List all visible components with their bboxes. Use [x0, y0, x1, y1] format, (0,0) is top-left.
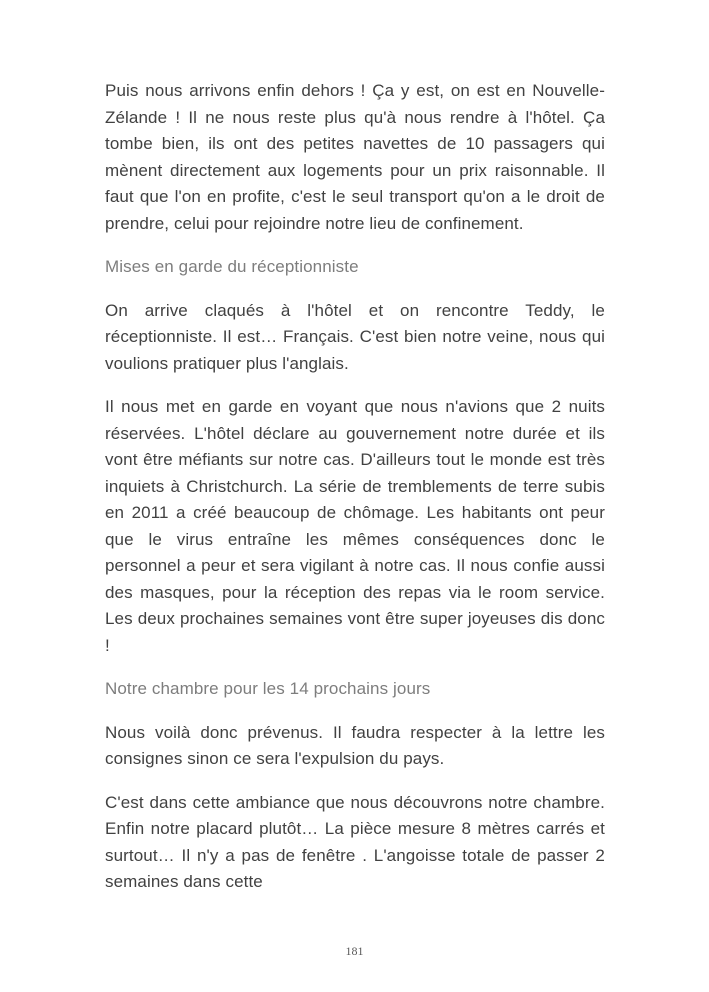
- page-number: 181: [345, 944, 364, 958]
- page-content: [105, 78, 605, 913]
- paragraph-teddy: On arrive claqués à l'hôtel et on rencontre Teddy, le réceptionniste. Il est… Français. C'est bien notre veine, nous qui voulions pratiquer plus l'anglais.: [105, 300, 605, 373]
- paragraph-room-discovery: C'est dans cette ambiance que nous découvrons notre chambre. Enfin notre placard plutôt… La pièce mesure 8 mètres carrés et surtout… Il n'y a pas de fenêtre . L'angoisse totale de passer 2 semaines dans cette: [105, 792, 605, 891]
- paragraph-rules: Nous voilà donc prévenus. Il faudra respecter à la lettre les consignes sinon ce sera l'expulsion du pays.: [105, 722, 605, 768]
- paragraph-warning-details: Il nous met en garde en voyant que nous n'avions que 2 nuits réservées. L'hôtel déclare au gouvernement notre durée et ils vont être méfiants sur notre cas. D'ailleurs tout le monde est très inquiets à Christchurch. La série de tremblements de terre subis en 2011 a créé beaucoup de chômage. Les habitants ont peur que le virus entraîne les mêmes conséquences donc le personnel a peur et sera vigilant à notre cas. Il nous confie aussi des masques, pour la réception des repas via le room service. Les deux prochaines semaines vont être super joyeuses dis donc !: [105, 397, 605, 655]
- section-heading-receptionist-warnings: Mises en garde du réceptionniste: [105, 257, 359, 276]
- section-heading-room: Notre chambre pour les 14 prochains jours: [105, 679, 431, 698]
- paragraph-arrival: Puis nous arrivons enfin dehors ! Ça y est, on est en Nouvelle-Zélande ! Il ne nous reste plus qu'à nous rendre à l'hôtel. Ça tombe bien, ils ont des petites navettes de 10 passagers qui mènent directement aux logements pour un prix raisonnable. Il faut que l'on en profite, c'est le seul transport qu'on a le droit de prendre, celui pour rejoindre notre lieu de confinement.: [105, 81, 605, 233]
